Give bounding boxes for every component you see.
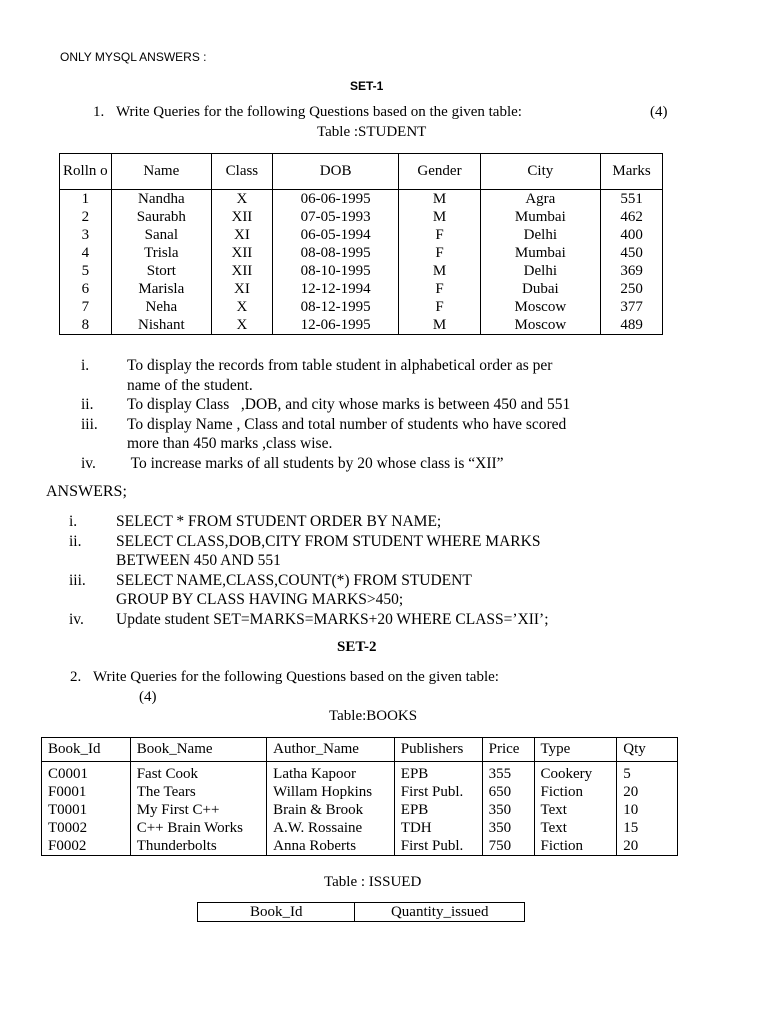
column-header-dob: DOB	[272, 154, 399, 190]
student-cell-class: XII	[212, 262, 273, 280]
books-cell-type: Text	[534, 801, 617, 819]
student-cell-marks: 377	[601, 298, 663, 316]
answer-number: iv.	[69, 611, 84, 628]
student-cell-dob: 12-06-1995	[272, 316, 399, 335]
answer-text: SELECT NAME,CLASS,COUNT(*) FROM STUDENT	[116, 571, 472, 589]
student-table-row	[60, 190, 663, 209]
books-table-row	[42, 819, 678, 837]
student-cell-city: Moscow	[480, 298, 601, 316]
answer-text: Update student SET=MARKS=MARKS+20 WHERE CLASS=’XII’;	[116, 611, 549, 628]
column-header-name: Name	[111, 154, 211, 190]
student-cell-gender: M	[399, 190, 480, 209]
student-cell-city: Delhi	[480, 262, 601, 280]
column-header-book-id: Book_Id	[42, 738, 131, 762]
student-cell-city: Delhi	[480, 226, 601, 244]
books-cell-book-id: C0001	[42, 762, 131, 784]
books-cell-book-name: The Tears	[130, 783, 266, 801]
column-header-city: City	[480, 154, 601, 190]
books-cell-book-id: T0002	[42, 819, 131, 837]
column-header-qty: Qty	[617, 738, 678, 762]
column-header-issued-book-id: Book_Id	[198, 903, 355, 922]
student-cell-dob: 06-06-1995	[272, 190, 399, 209]
student-cell-name: Sanal	[111, 226, 211, 244]
student-cell-rollno: 4	[60, 244, 112, 262]
books-cell-book-name: Thunderbolts	[130, 837, 266, 856]
student-cell-marks: 400	[601, 226, 663, 244]
student-cell-gender: F	[399, 298, 480, 316]
student-cell-name: Saurabh	[111, 208, 211, 226]
student-cell-rollno: 7	[60, 298, 112, 316]
student-cell-city: Mumbai	[480, 244, 601, 262]
books-cell-book-id: T0001	[42, 801, 131, 819]
books-cell-price: 350	[482, 801, 534, 819]
books-cell-type: Fiction	[534, 783, 617, 801]
student-table-header	[60, 154, 663, 190]
books-cell-type: Text	[534, 819, 617, 837]
student-cell-marks: 489	[601, 316, 663, 335]
books-cell-book-name: C++ Brain Works	[130, 819, 266, 837]
books-cell-author-name: A.W. Rossaine	[267, 819, 395, 837]
student-cell-rollno: 8	[60, 316, 112, 335]
student-cell-dob: 12-12-1994	[272, 280, 399, 298]
books-cell-publishers: First Publ.	[394, 837, 482, 856]
question-2-number: 2.	[70, 669, 82, 685]
student-cell-name: Marisla	[111, 280, 211, 298]
student-cell-class: XI	[212, 226, 273, 244]
issued-table-header	[198, 903, 525, 922]
subquestion-text: To increase marks of all students by 20 whose class is “XII”	[127, 455, 504, 472]
student-cell-gender: M	[399, 208, 480, 226]
student-table-row	[60, 298, 663, 316]
student-table-row	[60, 226, 663, 244]
question-2-text: Write Queries for the following Questions based on the given table:	[93, 669, 499, 685]
books-cell-publishers: EPB	[394, 762, 482, 784]
books-cell-book-name: Fast Cook	[130, 762, 266, 784]
books-cell-author-name: Anna Roberts	[267, 837, 395, 856]
books-table-row	[42, 801, 678, 819]
student-table	[59, 153, 663, 335]
column-header-class: Class	[212, 154, 273, 190]
answer-text: SELECT * FROM STUDENT ORDER BY NAME;	[116, 513, 442, 530]
books-cell-qty: 20	[617, 837, 678, 856]
column-header-price: Price	[482, 738, 534, 762]
books-cell-publishers: TDH	[394, 819, 482, 837]
answer-text: GROUP BY CLASS HAVING MARKS>450;	[116, 591, 404, 609]
column-header-book-name: Book_Name	[130, 738, 266, 762]
student-cell-name: Nandha	[111, 190, 211, 209]
set2-title: SET-2	[337, 639, 377, 655]
answer-text: SELECT CLASS,DOB,CITY FROM STUDENT WHERE MARKS	[116, 532, 541, 550]
subquestion-number: iii.	[81, 415, 98, 433]
student-cell-class: X	[212, 298, 273, 316]
column-header-marks: Marks	[601, 154, 663, 190]
issued-table	[197, 902, 525, 922]
books-cell-book-id: F0001	[42, 783, 131, 801]
student-cell-dob: 07-05-1993	[272, 208, 399, 226]
page-header: ONLY MYSQL ANSWERS :	[60, 50, 207, 64]
subquestion-number: i.	[81, 357, 90, 374]
books-table-header	[42, 738, 678, 762]
books-table-row	[42, 837, 678, 856]
books-table-caption: Table:BOOKS	[329, 708, 418, 724]
column-header-quantity-issued: Quantity_issued	[355, 903, 525, 922]
question-1-text: Write Queries for the following Questions based on the given table:	[116, 104, 522, 120]
books-cell-publishers: First Publ.	[394, 783, 482, 801]
student-cell-dob: 06-05-1994	[272, 226, 399, 244]
books-table-row	[42, 783, 678, 801]
student-cell-gender: M	[399, 316, 480, 335]
books-cell-publishers: EPB	[394, 801, 482, 819]
student-cell-rollno: 2	[60, 208, 112, 226]
books-table-row	[42, 762, 678, 784]
student-cell-gender: F	[399, 244, 480, 262]
student-cell-class: X	[212, 316, 273, 335]
books-cell-book-name: My First C++	[130, 801, 266, 819]
student-cell-name: Neha	[111, 298, 211, 316]
student-table-row	[60, 244, 663, 262]
subquestion-number: iv.	[81, 455, 96, 472]
student-cell-class: XII	[212, 244, 273, 262]
student-cell-rollno: 6	[60, 280, 112, 298]
books-cell-book-id: F0002	[42, 837, 131, 856]
subquestion-text: To display Class ,DOB, and city whose marks is between 450 and 551	[127, 396, 571, 414]
student-cell-dob: 08-12-1995	[272, 298, 399, 316]
books-cell-type: Cookery	[534, 762, 617, 784]
student-cell-name: Nishant	[111, 316, 211, 335]
books-cell-author-name: Willam Hopkins	[267, 783, 395, 801]
student-table-row	[60, 208, 663, 226]
books-cell-author-name: Brain & Brook	[267, 801, 395, 819]
answer-number: iii.	[69, 571, 86, 589]
student-cell-class: XI	[212, 280, 273, 298]
student-cell-city: Moscow	[480, 316, 601, 335]
column-header-gender: Gender	[399, 154, 480, 190]
books-cell-author-name: Latha Kapoor	[267, 762, 395, 784]
set1-title: SET-1	[350, 79, 384, 93]
answer-number: ii.	[69, 532, 82, 550]
books-cell-price: 650	[482, 783, 534, 801]
books-cell-price: 355	[482, 762, 534, 784]
column-header-publishers: Publishers	[394, 738, 482, 762]
books-cell-price: 750	[482, 837, 534, 856]
student-cell-dob: 08-10-1995	[272, 262, 399, 280]
student-cell-city: Agra	[480, 190, 601, 209]
books-cell-qty: 20	[617, 783, 678, 801]
student-cell-gender: F	[399, 280, 480, 298]
student-cell-rollno: 3	[60, 226, 112, 244]
student-cell-city: Mumbai	[480, 208, 601, 226]
column-header-rollno: Rolln o	[60, 154, 112, 190]
student-cell-marks: 450	[601, 244, 663, 262]
column-header-author-name: Author_Name	[267, 738, 395, 762]
student-cell-gender: F	[399, 226, 480, 244]
student-table-caption: Table :STUDENT	[317, 124, 427, 140]
student-cell-rollno: 5	[60, 262, 112, 280]
books-cell-qty: 10	[617, 801, 678, 819]
student-cell-marks: 369	[601, 262, 663, 280]
subquestion-text: more than 450 marks ,class wise.	[127, 435, 333, 453]
subquestion-text: name of the student.	[127, 376, 253, 394]
student-cell-dob: 08-08-1995	[272, 244, 399, 262]
student-table-row	[60, 280, 663, 298]
subquestion-number: ii.	[81, 396, 94, 414]
answer-text: BETWEEN 450 AND 551	[116, 552, 281, 570]
student-cell-rollno: 1	[60, 190, 112, 209]
answer-number: i.	[69, 513, 78, 530]
subquestion-text: To display the records from table student in alphabetical order as per	[127, 357, 553, 374]
student-cell-marks: 551	[601, 190, 663, 209]
student-cell-city: Dubai	[480, 280, 601, 298]
issued-table-caption: Table : ISSUED	[324, 874, 422, 890]
books-cell-qty: 15	[617, 819, 678, 837]
subquestion-text: To display Name , Class and total number of students who have scored	[127, 415, 567, 433]
question-1-marks: (4)	[650, 104, 668, 120]
books-cell-type: Fiction	[534, 837, 617, 856]
student-cell-name: Trisla	[111, 244, 211, 262]
student-cell-class: XII	[212, 208, 273, 226]
books-cell-price: 350	[482, 819, 534, 837]
question-1-number: 1.	[93, 104, 105, 120]
answers-heading: ANSWERS;	[46, 483, 127, 500]
question-2-marks: (4)	[139, 689, 157, 705]
student-table-row	[60, 316, 663, 335]
student-cell-name: Stort	[111, 262, 211, 280]
student-cell-class: X	[212, 190, 273, 209]
column-header-type: Type	[534, 738, 617, 762]
student-cell-marks: 250	[601, 280, 663, 298]
student-cell-gender: M	[399, 262, 480, 280]
student-table-row	[60, 262, 663, 280]
books-table	[41, 737, 678, 856]
student-cell-marks: 462	[601, 208, 663, 226]
books-cell-qty: 5	[617, 762, 678, 784]
